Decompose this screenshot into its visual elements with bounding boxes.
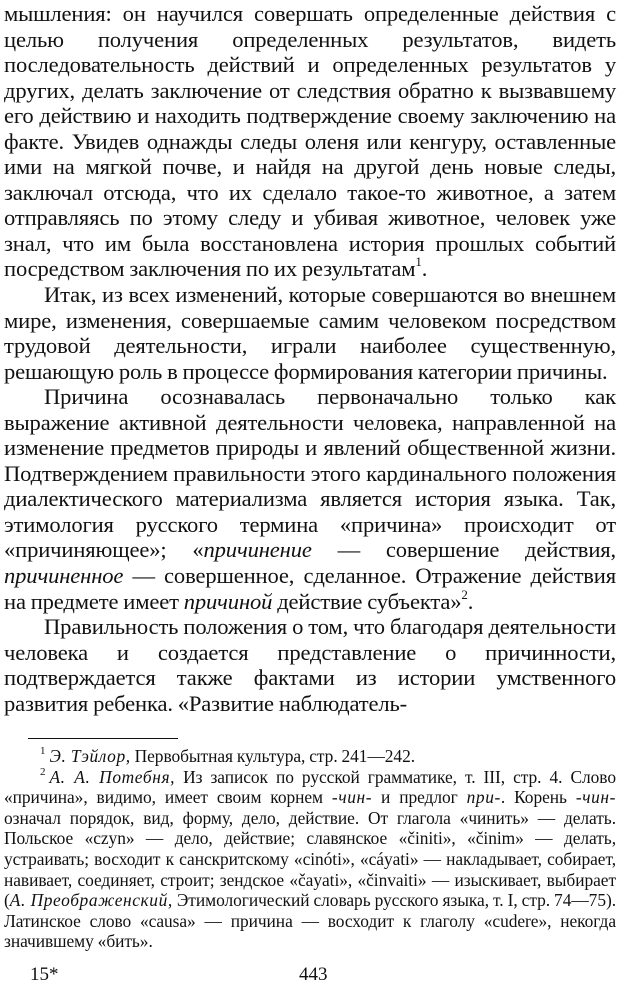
footnote-2-author: А. А. Потебня, xyxy=(49,766,176,787)
footnote-divider xyxy=(28,738,178,739)
footnote-2-source-author: А. Преображенский, xyxy=(9,890,173,911)
footnote-1-author: Э. Тэйлор, xyxy=(49,746,131,766)
printer-signature: 15* xyxy=(30,964,59,985)
main-text xyxy=(4,0,616,716)
page-number: 443 xyxy=(299,964,328,985)
paragraph-3-text-b: — совершение действия, xyxy=(311,537,616,563)
term-prichinennoe: причиненное xyxy=(4,563,124,589)
paragraph-3-text-a: Причина осознавалась первоначально только как выражение активной деятельности человека, направленной на изменение предметов природы и явлений общественной жизни. Подтверждением правильности этого кардинального положения диалектического материализма является история языка. Так, этимология русского термина «причина» происходит от «причиняющее»; « xyxy=(4,384,616,563)
footnote-2-prefix-pri: при- xyxy=(466,787,501,808)
footnote-2-mark: 2 xyxy=(40,765,46,778)
footnote-ref-1: 1 xyxy=(415,254,422,270)
paragraph-2: Итак, из всех изменений, которые совершаются во внешнем мире, изменения, совершаемые самим человеком посредством трудовой деятельности, играли наиболее существенную, решающую роль в процессе формирования категории причины. xyxy=(4,282,616,384)
document-page xyxy=(4,0,617,985)
footnotes xyxy=(4,746,616,952)
term-prichinenie: причинение xyxy=(203,537,312,563)
term-prichinoy: причиной xyxy=(183,588,273,614)
footnote-2-text-d: означал порядок, вид, форму, дело, действие. От глагола «чинить» — делать. Польское «czyn» — дело, действие; славянское «činiti», «činim» — делать, устраивать; восходит к санскритскому «cinóti», «cáyati» — накладывает, собирает, навивает, соединяет, строит; зендское «čayati», «činvaiti» — изыскивает, выбирает ( xyxy=(4,807,616,911)
footnote-1-text: Первобытная культура, стр. 241—242. xyxy=(130,746,416,766)
footnote-2-text-e: Этимологический словарь русского языка, т. I, стр. 74—75). Латинское слово «causa» — причина — восходит к глаголу «cudere», некогда значившему «бить». xyxy=(4,890,617,952)
footnote-ref-2: 2 xyxy=(461,586,468,602)
footnote-2-root-chin: -чин- xyxy=(575,787,617,808)
paragraph-3-text-c: — совершенное, сделанное. Отражение действия на предмете имеет xyxy=(4,563,616,614)
footnote-2-text-b: и предлог xyxy=(372,787,467,808)
footnote-2-morpheme-chin: -чин- xyxy=(331,787,373,808)
paragraph-3-text-d: действие субъекта» xyxy=(272,588,462,614)
footnote-1 xyxy=(4,746,616,767)
footnote-2-text-a: Из записок по русской грамматике, т. III, стр. 4. Слово «причина», видимо, имеет своим корнем xyxy=(4,766,616,808)
paragraph-1: мышления: он научился совершать определенные действия с целью получения определенных результатов, видеть последовательность действий и определенных результатов у других, делать заключение от следствия обратно к вызвавшему его действию и находить подтверждение своему заключению на факте. Увидев однажды следы оленя или кенгуру, оставленные ими на мягкой почве, и найдя на другой день новые следы, заключал отсюда, что их сделало такое-то животное, а затем отправляясь по этому следу и убивая животное, человек уже знал, что им была восстановлена история прошлых событий посредством заключения по их результатам$^1$. xyxy=(4,1,616,282)
paragraph-4: Правильность положения о том, что благодаря деятельности человека и создается представление о причинности, подтверждается также фактами из истории умственного развития ребенка. «Развитие наблюдатель- xyxy=(4,614,616,716)
paragraph-1-text: мышления: он научился совершать определенные действия с целью получения определенных результатов, видеть последовательность действий и определенных результатов у других, делать заключение от следствия обратно к вызвавшему его действию и находить подтверждение своему заключению на факте. Увидев однажды следы оленя или кенгуру, оставленные ими на мягкой почве, и найдя на другой день новые следы, заключал отсюда, что их сделало такое-то животное, а затем отправляясь по этому следу и убивая животное, человек уже знал, что им была восстановлена история прошлых событий посредством заключения по их результатам xyxy=(4,1,616,282)
footnote-1-mark: 1 xyxy=(40,745,46,757)
footnote-2 xyxy=(4,767,616,952)
paragraph-3: Причина осознавалась первоначально только как выражение активной деятельности человека, направленной на изменение предметов природы и явлений общественной жизни. Подтверждением правильности этого кардинального положения диалектического материализма является история языка. Так, этимология русского термина «причина» происходит от «причиняющее»; «причинение — совершение действия, причиненное — совершенное, сделанное. Отражение действия на предмете имеет причиной действие субъекта»$^2$. xyxy=(4,384,616,614)
footnote-2-text-c: . Корень xyxy=(500,787,576,808)
